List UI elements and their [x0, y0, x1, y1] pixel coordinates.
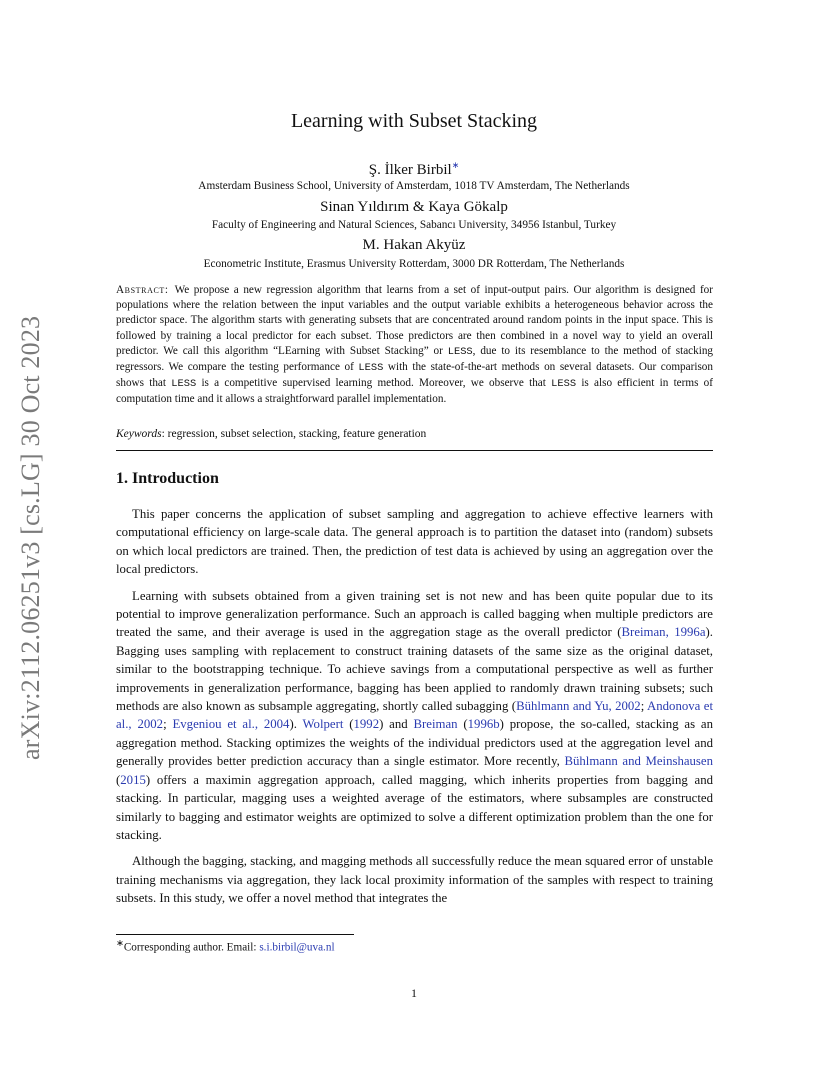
- citation-link[interactable]: Andonova et al., 2002: [116, 699, 713, 732]
- author-name: Ş. İlker Birbil: [368, 162, 452, 178]
- less-code: LESS: [447, 345, 473, 358]
- footnote-text: Corresponding author. Email:: [123, 941, 260, 954]
- paragraph-text: ;: [640, 699, 648, 714]
- less-code: LESS: [551, 378, 577, 391]
- abstract-label: Abstract:: [116, 284, 169, 296]
- paragraph-2: [116, 587, 713, 845]
- section-title: Introduction: [132, 470, 219, 487]
- citation-link[interactable]: 1992: [353, 717, 380, 732]
- citation-link[interactable]: 2015: [120, 772, 146, 787]
- affiliation-uva: Amsterdam Business School, University of Amsterdam, 1018 TV Amsterdam, The Netherlands: [198, 180, 630, 192]
- abstract: [116, 283, 713, 408]
- paragraph-text: (: [116, 772, 121, 787]
- paragraph-text: (: [457, 717, 468, 732]
- author-akyuz: M. Hakan Akyüz: [362, 237, 466, 253]
- abstract-text: , due to its resemblance to the method of stacking regressors. We compare the testing performance of: [116, 344, 714, 374]
- paragraph-text: ;: [163, 717, 173, 732]
- citation-link[interactable]: Breiman: [413, 717, 458, 732]
- affiliation-erasmus: Econometric Institute, Erasmus University Rotterdam, 3000 DR Rotterdam, The Netherlands: [203, 258, 625, 270]
- keywords-label: Keywords: [116, 428, 162, 440]
- paper-title: Learning with Subset Stacking: [290, 110, 538, 132]
- less-code: LESS: [171, 378, 197, 391]
- citation-link[interactable]: Wolpert: [302, 717, 344, 732]
- citation-link[interactable]: Breiman, 1996a: [621, 625, 706, 640]
- less-code: LESS: [358, 362, 384, 375]
- paragraph-text: ).: [289, 717, 303, 732]
- paragraph-text: (: [343, 717, 354, 732]
- author-birbil: [0, 160, 828, 179]
- affiliation-sabanci: Faculty of Engineering and Natural Sciences, Sabancı University, 34956 Istanbul, Turkey: [211, 219, 617, 231]
- paragraph-text: ) and: [379, 717, 414, 732]
- email-link[interactable]: s.i.birbil@uva.nl: [259, 941, 335, 954]
- footnote: [116, 938, 713, 954]
- intro-body: [116, 505, 713, 916]
- paragraph-3: Although the bagging, stacking, and magging methods all successfully reduce the mean squared error of unstable training mechanisms via aggregation, they lack local proximity information of the samples with respect to training subsets. In this study, we offer a novel method that integrates the: [116, 854, 713, 906]
- author-yildirim-gokalp: Sinan Yıldırım & Kaya Gökalp: [320, 199, 508, 215]
- footnote-marker: ∗: [116, 939, 124, 949]
- footnote-divider: [116, 934, 354, 935]
- section-heading: [116, 470, 219, 488]
- citation-link[interactable]: Bühlmann and Meinshausen: [564, 754, 713, 769]
- paragraph-1: This paper concerns the application of subset sampling and aggregation to achieve effective learners with computational efficiency on large-scale data. The general approach is to partition the dataset into (random) subsets on which local predictors are trained. Then, the prediction of test data is achieved by using an aggregation over the local predictors.: [116, 507, 713, 577]
- paragraph-text: ). Bagging uses sampling with replacement to construct training datasets of the same size as the original dataset, similar to the bootstrapping technique. To achieve savings from a computational perspective as well as further improvements in generalization performance, bagging has been applied to randomly drawn training subsets; such methods are also known as subsample aggregating, shortly called subagging (: [116, 625, 713, 714]
- citation-link[interactable]: Evgeniou et al., 2004: [172, 717, 290, 732]
- arxiv-stamp: arXiv:2112.06251v3 [cs.LG] 30 Oct 2023: [16, 315, 45, 760]
- paragraph-text: ) propose, the so-called, stacking as an aggregation method. Stacking optimizes the weights of the individual predictors used at the aggregation level and generally provides better prediction accuracy than a single estimator. More recently,: [116, 717, 713, 769]
- abstract-text: with the state-of-the-art methods on several datasets. Our comparison shows that: [116, 361, 713, 390]
- page-number: 1: [411, 986, 417, 1000]
- paragraph-text: Learning with subsets obtained from a given training set is not new and has been quite popular due to its potential to improve generalization performance. Such an approach is called bagging when multiple predictors are treated the same, and their average is used in the aggregation stage as the overall predictor (: [116, 588, 713, 640]
- abstract-text: We propose a new regression algorithm that learns from a set of input-output pairs. Our algorithm is designed for populations where the relation between the input variables and the output variable exhibits a heterogeneous behavior across the predictor space. The algorithm starts with generating subsets that are concentrated around random points in the input space. This is followed by training a local predictor for each subset. Those predictors are then combined in a novel way to yield an overall predictor. We call this algorithm “LEarning with Subset Stacking” or: [116, 284, 713, 357]
- citation-link[interactable]: 1996b: [467, 717, 500, 732]
- corresponding-marker[interactable]: ∗: [451, 160, 460, 170]
- paragraph-text: ) offers a maximin aggregation approach, called magging, which inherits properties from bagging and stacking. In particular, magging uses a weighted average of the estimators, where subsamples are constructed similarly to bagging and estimator weights are optimized to solve a different optimization problem than the one for stacking.: [116, 772, 713, 842]
- keywords: [116, 428, 713, 440]
- abstract-text: is a competitive supervised learning method. Moreover, we observe that: [196, 377, 552, 390]
- section-number: 1.: [116, 470, 128, 487]
- abstract-text: is also efficient in terms of computation time and it allows a straightforward parallel implementation.: [116, 377, 713, 406]
- citation-link[interactable]: Bühlmann and Yu, 2002: [516, 699, 641, 714]
- keywords-text: : regression, subset selection, stacking, feature generation: [161, 428, 427, 440]
- abstract-divider: [116, 450, 713, 451]
